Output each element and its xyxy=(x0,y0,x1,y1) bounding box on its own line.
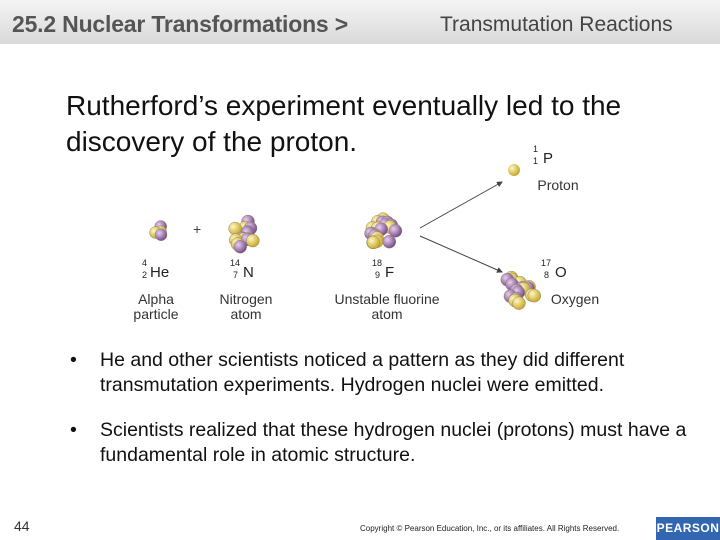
nitrogen-atomic: 7 xyxy=(233,270,239,280)
pearson-logo: PEARSON xyxy=(656,517,720,540)
nitrogen-nucleus xyxy=(229,215,260,253)
proton-particle xyxy=(508,164,520,176)
chapter-title: 25.2 Nuclear Transformations > xyxy=(12,11,348,37)
page-number: 44 xyxy=(14,518,30,534)
nitrogen-label: Nitrogen atom xyxy=(219,291,273,322)
helium-label: Alpha particle xyxy=(133,291,179,322)
helium-symbol: He xyxy=(150,264,170,281)
helium-atomic: 2 xyxy=(142,270,148,280)
bullet-list xyxy=(70,348,700,488)
proton-sphere xyxy=(367,236,380,249)
bullet-text: He and other scientists noticed a pattern as they did different transmutation experiments. Hydrogen nuclei were emitted. xyxy=(100,349,625,396)
helium-mass: 4 xyxy=(142,258,148,268)
nitrogen-mass: 14 xyxy=(230,258,241,268)
fluorine-atomic: 9 xyxy=(375,270,381,280)
helium-nucleus xyxy=(150,221,168,241)
slide-heading: Rutherford’s experiment eventually led to the discovery of the proton. xyxy=(66,90,622,157)
bullet-marker: • xyxy=(70,419,77,441)
bullet-item xyxy=(70,418,700,468)
fluorine-mass: 18 xyxy=(372,258,383,268)
neutron-sphere xyxy=(155,229,167,241)
proton-label: Proton xyxy=(537,177,579,193)
oxygen-nucleus xyxy=(501,271,541,310)
proton-sphere xyxy=(512,297,525,310)
arrow-to-proton xyxy=(420,182,502,228)
proton-sphere xyxy=(528,289,541,302)
fluorine-symbol: F xyxy=(385,264,395,281)
oxygen-symbol: O xyxy=(555,264,567,281)
neutron-sphere xyxy=(234,240,247,253)
fluorine-nucleus xyxy=(365,213,402,249)
fluorine-label: Unstable fluorine atom xyxy=(334,291,440,322)
neutron-sphere xyxy=(383,235,396,248)
proton-mass: 1 xyxy=(533,144,539,154)
copyright-notice: Copyright © Pearson Education, Inc., or its affiliates. All Rights Reserved. xyxy=(360,524,620,533)
oxygen-mass: 17 xyxy=(541,258,552,268)
proton-atomic: 1 xyxy=(533,156,539,166)
plus-sign: + xyxy=(193,221,202,237)
proton-symbol: P xyxy=(543,150,554,167)
proton-sphere xyxy=(246,234,259,247)
bullet-text: Scientists realized that these hydrogen nuclei (protons) must have a fundamental role in atomic structure. xyxy=(100,419,687,466)
bullet-item xyxy=(70,348,700,398)
bullet-marker: • xyxy=(70,349,77,371)
section-title: Transmutation Reactions xyxy=(440,13,673,36)
arrow-to-oxygen xyxy=(420,236,502,272)
oxygen-label: Oxygen xyxy=(550,291,600,307)
nitrogen-symbol: N xyxy=(243,264,254,281)
oxygen-atomic: 8 xyxy=(544,270,550,280)
